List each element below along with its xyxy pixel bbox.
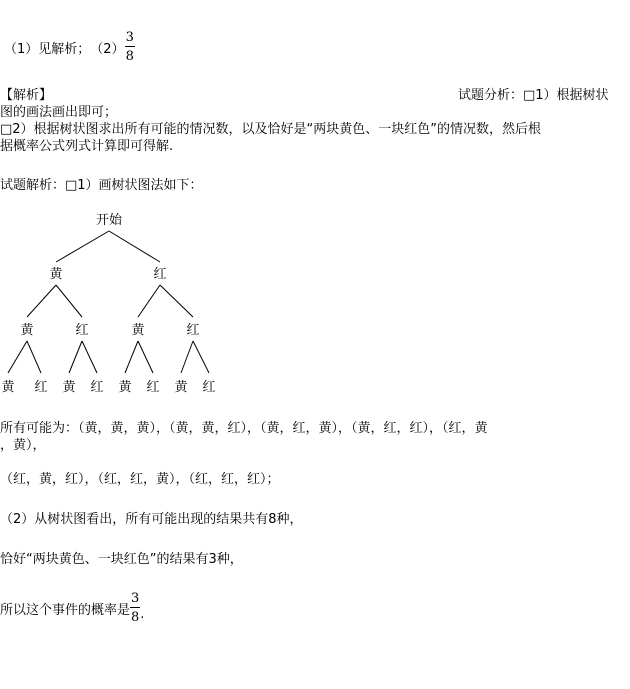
tree-edge: [181, 341, 193, 373]
tree-edge: [82, 341, 97, 373]
tree-edge: [138, 285, 160, 317]
analysis-intro-line4: 据概率公式列式计算即可得解.: [0, 139, 174, 154]
part2-line2: 恰好“两块黄色、一块红色”的结果有3种，: [0, 552, 243, 567]
outcomes-line1: 所有可能为：（黄，黄，黄），（黄，黄，红），（黄，红，黄），（黄，红，红），（红，黄: [0, 421, 488, 436]
tree-level2-node: 红: [75, 323, 89, 338]
analysis-label: 【解析】: [0, 88, 53, 103]
tree-level3-node: 黄: [62, 380, 76, 395]
tree-edge: [27, 341, 41, 373]
answer-line: [4, 30, 135, 64]
tree-level3-node: 红: [202, 380, 216, 395]
tree-edge: [56, 285, 82, 317]
answer-part1: （1）见解析；: [4, 41, 91, 57]
tree-level3-node: 红: [34, 380, 48, 395]
tree-level3-node: 红: [146, 380, 160, 395]
tree-level2-node: 黄: [20, 323, 34, 338]
tree-level1-node: 黄: [49, 267, 63, 282]
tree-level2-node: 黄: [131, 323, 145, 338]
fraction-denominator: 8: [125, 49, 134, 64]
outcomes-line2: ，黄），: [0, 438, 46, 453]
tree-level2-node: 红: [186, 323, 200, 338]
tree-edge: [109, 231, 160, 262]
analysis-intro-line2: 图的画法画出即可；: [0, 105, 118, 120]
tree-level3-node: 红: [90, 380, 104, 395]
fraction-numerator: 3: [125, 30, 134, 45]
analysis-intro-line3: □2）根据树状图求出所有可能的情况数，以及恰好是“两块黄色、一块红色”的情况数，然后根: [0, 122, 542, 137]
tree-level3-node: 黄: [1, 380, 15, 395]
tree-edge: [56, 231, 109, 262]
answer-fraction: [125, 31, 135, 63]
fraction-numerator: 3: [131, 591, 140, 606]
tree-edge: [160, 285, 193, 317]
tree-root: 开始: [95, 213, 123, 228]
tree-level1-node: 红: [153, 267, 167, 282]
conclusion-line: [0, 588, 144, 628]
tree-edge: [193, 341, 209, 373]
outcomes-line3: （红，黄，红），（红，红，黄），（红，红，红）；: [0, 472, 280, 487]
fraction-denominator: 8: [131, 610, 140, 625]
tree-diagram: [0, 205, 630, 405]
tree-edge: [8, 341, 27, 373]
answer-part2-label: （2）: [90, 41, 125, 57]
conclusion-prefix: 所以这个事件的概率是: [0, 602, 131, 618]
conclusion-fraction: [130, 592, 140, 624]
analysis-intro-right: 试题分析：□1）根据树状: [458, 88, 609, 103]
part2-line1: （2）从树状图看出，所有可能出现的结果共有8种，: [0, 512, 303, 527]
tree-edge: [69, 341, 82, 373]
tree-edge: [138, 341, 153, 373]
tree-edge: [27, 285, 56, 317]
conclusion-suffix: .: [140, 607, 145, 622]
tree-level3-node: 黄: [174, 380, 188, 395]
solution-heading: 试题解析：□1）画树状图法如下：: [0, 178, 203, 193]
tree-level3-node: 黄: [118, 380, 132, 395]
tree-edge: [125, 341, 138, 373]
